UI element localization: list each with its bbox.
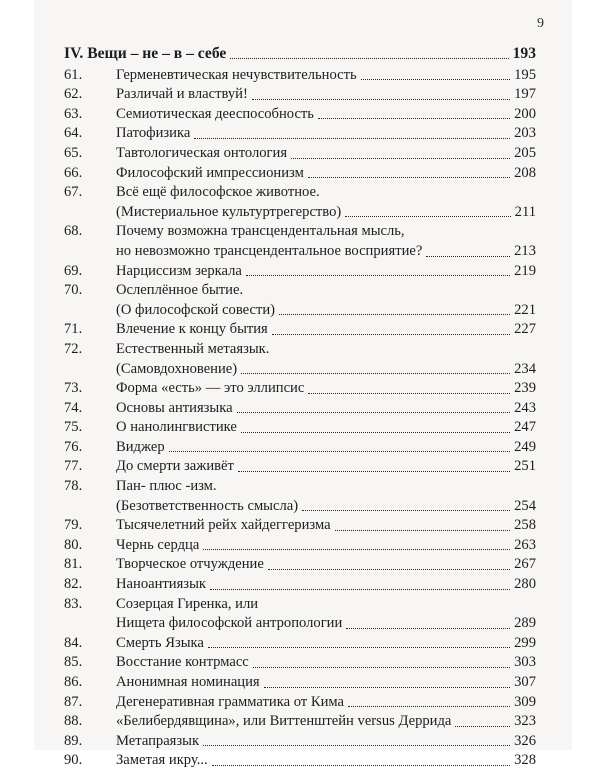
entry-page: 239: [514, 380, 536, 397]
toc-entry: [64, 751, 536, 771]
toc-entry: [64, 281, 536, 320]
toc-entry: [64, 66, 536, 86]
entry-number: 67.: [64, 184, 83, 201]
entry-number: 72.: [64, 340, 83, 357]
section-title: Вещи – не – в – себе: [87, 45, 227, 62]
entry-page: 251: [514, 458, 536, 475]
entry-title: (О философской совести): [116, 301, 276, 318]
entry-title: Тавтологическая онтология: [116, 144, 288, 161]
entry-title: но невозможно трансцендентальное восприятие?: [116, 242, 423, 259]
entry-number: 88.: [64, 713, 83, 730]
entry-number: 75.: [64, 419, 83, 436]
entry-title: Нарциссизм зеркала: [116, 262, 242, 279]
entry-number: 77.: [64, 458, 83, 475]
entry-title: Творческое отчуждение: [116, 556, 264, 573]
entry-number: 64.: [64, 125, 83, 142]
toc-entry: [64, 399, 536, 419]
entry-page: 267: [514, 556, 536, 573]
dot-leader: [241, 432, 510, 433]
entry-title: Различай и властвуй!: [116, 86, 248, 103]
entry-title: Влечение к концу бытия: [116, 321, 268, 338]
entry-title: (Мистериальное культуртрегерство): [116, 203, 342, 220]
dot-leader: [361, 79, 510, 80]
entry-title: Герменевтическая нечувствительность: [116, 66, 357, 83]
toc-entry: [64, 418, 536, 438]
entry-title: Форма «есть» — это эллипсис: [116, 380, 305, 397]
entry-number: 82.: [64, 576, 83, 593]
entry-number: 81.: [64, 556, 83, 573]
dot-leader: [279, 314, 510, 315]
toc-entry: [64, 673, 536, 693]
entry-title: Смерть Языка: [116, 634, 204, 651]
toc-entry: [64, 653, 536, 673]
entry-page: 197: [514, 86, 536, 103]
toc-entry: [64, 477, 536, 516]
entry-page: 221: [514, 301, 536, 318]
toc-entry: [64, 555, 536, 575]
dot-leader: [237, 412, 511, 413]
entry-page: 258: [514, 517, 536, 534]
entry-page: 254: [514, 497, 536, 514]
entry-number: 62.: [64, 86, 83, 103]
entry-number: 78.: [64, 478, 83, 495]
entry-page: 243: [514, 399, 536, 416]
dot-leader: [169, 451, 510, 452]
toc-entry: [64, 732, 536, 752]
dot-leader: [208, 647, 510, 648]
entry-page: 234: [514, 360, 536, 377]
toc-entry: [64, 575, 536, 595]
entry-page: 219: [514, 262, 536, 279]
entry-number: 85.: [64, 654, 83, 671]
toc-entry: [64, 457, 536, 477]
entry-page: 289: [514, 615, 536, 632]
entry-title: Восстание контрмасс: [116, 654, 249, 671]
toc-entry: [64, 516, 536, 536]
entry-page: 303: [514, 654, 536, 671]
entry-title: До смерти заживёт: [116, 458, 234, 475]
dot-leader: [308, 393, 510, 394]
entry-title: «Белибердявщина», или Виттенштейн versus Деррида: [116, 713, 452, 730]
dot-leader: [318, 118, 510, 119]
toc-entry: [64, 85, 536, 105]
dot-leader: [302, 510, 510, 511]
entry-number: 83.: [64, 595, 83, 612]
entry-page: 211: [514, 203, 536, 220]
toc-entry: [64, 340, 536, 379]
entry-page: 326: [514, 732, 536, 749]
dot-leader: [291, 158, 510, 159]
toc-entry: [64, 379, 536, 399]
toc-section-heading: [64, 44, 536, 64]
entry-page: 208: [514, 164, 536, 181]
dot-leader: [345, 216, 510, 217]
entry-number: 69.: [64, 262, 83, 279]
entry-title: Ослеплённое бытие.: [116, 282, 244, 299]
page-number: 9: [537, 16, 544, 31]
dot-leader: [194, 138, 510, 139]
entry-title: Почему возможна трансцендентальная мысль,: [116, 223, 405, 240]
entry-number: 86.: [64, 674, 83, 690]
entry-title: Метапраязык: [116, 732, 200, 749]
dot-leader: [241, 373, 510, 374]
toc-entry: [64, 536, 536, 556]
toc-entry: [64, 105, 536, 125]
entry-title: Патофизика: [116, 125, 191, 142]
entry-title: Основы антиязыка: [116, 399, 233, 416]
section-number: IV.: [64, 45, 84, 62]
entry-title: Дегенеративная грамматика от Кима: [116, 693, 344, 710]
entry-title: (Безответственность смысла): [116, 497, 299, 514]
entry-page: 280: [514, 576, 536, 593]
dot-leader: [426, 256, 510, 257]
entry-title: Виджер: [116, 438, 165, 455]
dot-leader: [346, 628, 510, 629]
dot-leader: [308, 177, 510, 178]
entry-title: Анонимная номинация: [116, 674, 260, 690]
entry-title: Пан- плюс -изм.: [116, 478, 217, 495]
entry-title: Наноантиязык: [116, 576, 206, 593]
entry-number: 90.: [64, 752, 83, 769]
entry-title: Всё ещё философское животное.: [116, 184, 320, 201]
dot-leader: [230, 58, 508, 59]
entry-page: 200: [514, 105, 536, 122]
toc-entry: [64, 595, 536, 634]
toc-entry: [64, 438, 536, 458]
toc-entry: [64, 144, 536, 164]
dot-leader: [348, 706, 510, 707]
dot-leader: [252, 99, 510, 100]
entry-number: 65.: [64, 144, 83, 161]
entry-page: 323: [514, 713, 536, 730]
entry-number: 71.: [64, 321, 83, 338]
entry-title: О нанолингвистике: [116, 419, 237, 436]
entry-title: Заметая икру...: [116, 752, 208, 769]
dot-leader: [455, 726, 510, 727]
entry-page: 263: [514, 536, 536, 553]
entry-page: 195: [514, 66, 536, 83]
entry-number: 61.: [64, 66, 83, 83]
entry-number: 84.: [64, 634, 83, 651]
dot-leader: [246, 275, 510, 276]
dot-leader: [253, 667, 510, 668]
entry-title: Нищета философской антропологии: [116, 615, 343, 632]
toc-entry: [64, 124, 536, 144]
entry-page: 299: [514, 634, 536, 651]
entry-title: Созерцая Гиренка, или: [116, 595, 259, 612]
dot-leader: [212, 765, 510, 766]
entry-number: 76.: [64, 438, 83, 455]
dot-leader: [335, 530, 511, 531]
entry-number: 70.: [64, 282, 83, 299]
entry-page: 205: [514, 144, 536, 161]
entry-number: 73.: [64, 380, 83, 397]
entry-number: 68.: [64, 223, 83, 240]
entry-page: 213: [514, 242, 536, 259]
section-page: 193: [512, 45, 536, 62]
dot-leader: [210, 589, 510, 590]
entry-title: Семиотическая дееспособность: [116, 105, 314, 122]
entry-number: 63.: [64, 105, 83, 122]
entry-number: 80.: [64, 536, 83, 553]
dot-leader: [268, 569, 510, 570]
toc-entry: [64, 693, 536, 713]
entry-page: 309: [514, 693, 536, 710]
toc-entry: [64, 222, 536, 261]
entry-number: 74.: [64, 399, 83, 416]
entry-page: 247: [514, 419, 536, 436]
entry-number: 87.: [64, 693, 83, 710]
dot-leader: [203, 745, 510, 746]
entry-page: 203: [514, 125, 536, 142]
toc-entry: [64, 183, 536, 222]
entry-page: 227: [514, 321, 536, 338]
dot-leader: [203, 549, 510, 550]
entry-page: 307: [514, 674, 536, 690]
entry-title: Философский импрессионизм: [116, 164, 304, 181]
dot-leader: [272, 334, 510, 335]
toc-entry: [64, 164, 536, 184]
entry-page: 328: [514, 752, 536, 769]
entry-title: (Самовдохновение): [116, 360, 238, 377]
entry-title: Чернь сердца: [116, 536, 200, 553]
entry-title: Естественный метаязык.: [116, 340, 270, 357]
toc-entry: [64, 262, 536, 282]
entry-number: 66.: [64, 164, 83, 181]
dot-leader: [264, 687, 510, 688]
toc-entry: [64, 712, 536, 732]
entry-number: 89.: [64, 732, 83, 749]
entry-page: 249: [514, 438, 536, 455]
dot-leader: [238, 471, 510, 472]
entry-title: Тысячелетний рейх хайдеггеризма: [116, 517, 331, 534]
toc-entries: [64, 66, 536, 771]
entry-number: 79.: [64, 517, 83, 534]
toc-entry: [64, 320, 536, 340]
book-page: [34, 0, 572, 769]
toc-entry: [64, 634, 536, 654]
table-of-contents: [64, 44, 536, 771]
